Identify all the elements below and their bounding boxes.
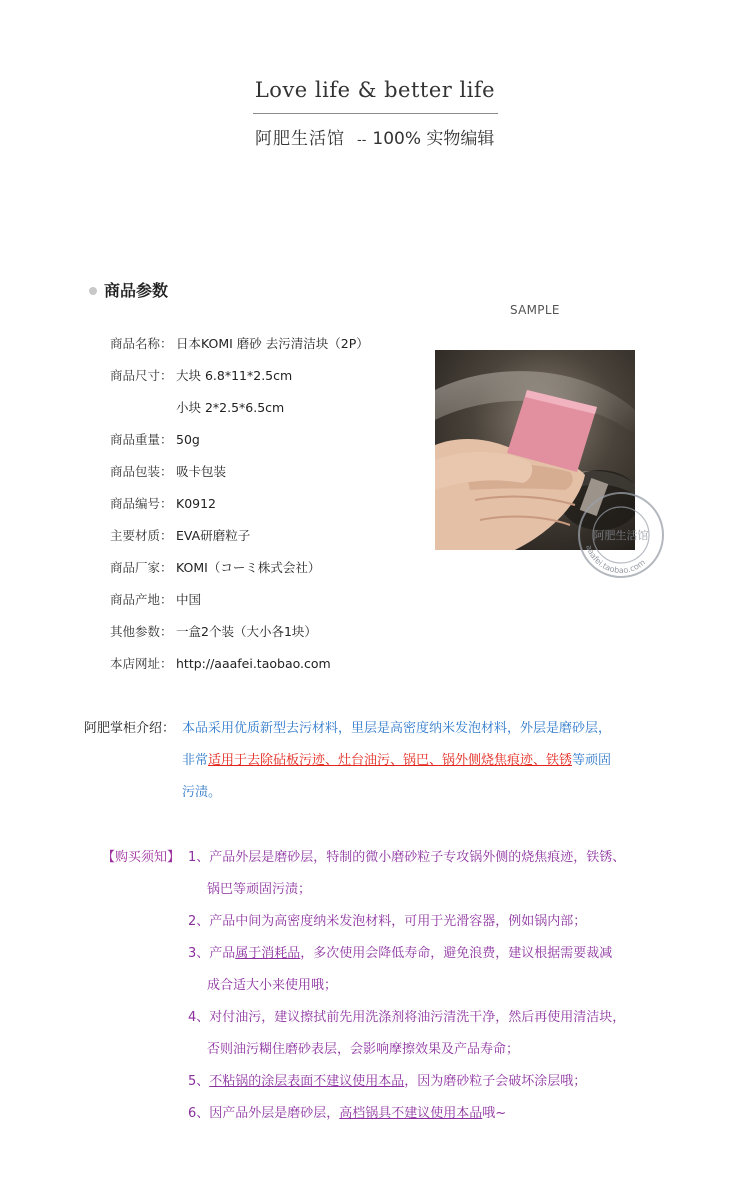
spec-label: 主要材质： bbox=[110, 528, 173, 543]
notice-item-3 bbox=[188, 942, 612, 961]
spec-label: 商品尺寸： bbox=[110, 368, 173, 383]
spec-label: 商品名称： bbox=[110, 336, 173, 351]
section-heading: 商品参数 bbox=[104, 281, 169, 300]
notice-item-4: 4、对付油污，建议擦拭前先用洗涤剂将油污清洗干净，然后再使用清洁块， bbox=[188, 1010, 626, 1025]
spec-label: 商品重量： bbox=[110, 432, 173, 447]
notice-item-6 bbox=[188, 1102, 506, 1121]
intro-line-1: 本品采用优质新型去污材料，里层是高密度纳米发泡材料，外层是磨砂层， bbox=[182, 721, 612, 736]
notice-text: ，因为磨砂粒子会破坏涂层哦； bbox=[404, 1074, 587, 1089]
spec-row bbox=[110, 366, 292, 384]
spec-label: 商品厂家： bbox=[110, 560, 173, 575]
watermark-stamp bbox=[573, 489, 669, 581]
banner-title: Love life & better life bbox=[254, 78, 496, 102]
notice-item-3-cont: 成合适大小来使用哦； bbox=[207, 978, 338, 993]
spec-value: 中国 bbox=[176, 592, 202, 607]
notice-underlined: 高档锅具不建议使用本品 bbox=[339, 1106, 483, 1121]
notice-item-1-cont: 锅巴等顽固污渍； bbox=[207, 882, 312, 897]
spec-row bbox=[110, 558, 320, 576]
spec-label: 商品产地： bbox=[110, 592, 173, 607]
spec-row bbox=[110, 526, 250, 544]
notice-underlined: 不粘锅的涂层表面不建议使用本品 bbox=[209, 1074, 405, 1089]
spec-value: 日本KOMI 磨砂 去污清洁块（2P） bbox=[176, 336, 369, 351]
intro-text: 非常 bbox=[182, 753, 209, 768]
banner-tagline: 100% 实物编辑 bbox=[372, 129, 495, 149]
notice-text: 哦~ bbox=[482, 1106, 507, 1121]
notice-label: 【购买须知】 bbox=[102, 850, 181, 865]
notice-item-4-cont: 否则油污糊住磨砂表层，会影响摩擦效果及产品寿命； bbox=[207, 1042, 520, 1057]
intro-highlight: 适用于去除砧板污迹、灶台油污、锅巴、锅外侧烧焦痕迹、铁锈 bbox=[208, 753, 573, 768]
notice-text: 6、因产品外层是磨砂层， bbox=[188, 1106, 340, 1121]
spec-value: 吸卡包装 bbox=[176, 464, 227, 479]
spec-value: 小块 2*2.5*6.5cm bbox=[176, 400, 285, 415]
sample-label: SAMPLE bbox=[510, 303, 560, 317]
spec-value: EVA研磨粒子 bbox=[176, 528, 251, 543]
spec-row bbox=[110, 622, 317, 640]
spec-row bbox=[110, 398, 284, 416]
stamp-url-text: aaafei.taobao.com bbox=[584, 543, 648, 576]
spec-row bbox=[110, 494, 216, 512]
banner-divider bbox=[253, 113, 498, 114]
spec-value: 50g bbox=[176, 432, 200, 447]
spec-label: 本店网址： bbox=[110, 656, 173, 671]
spec-row bbox=[110, 590, 201, 608]
intro-line-3: 污渍。 bbox=[182, 785, 222, 800]
spec-row bbox=[110, 334, 369, 352]
notice-text: 3、产品 bbox=[188, 946, 236, 961]
notice-text: 5、 bbox=[188, 1074, 210, 1089]
spec-row bbox=[110, 654, 331, 672]
spec-label: 商品编号： bbox=[110, 496, 173, 511]
notice-underlined: 属于消耗品 bbox=[235, 946, 301, 961]
notice-text: ，多次使用会降低寿命，避免浪费，建议根据需要裁减 bbox=[300, 946, 613, 961]
spec-value: KOMI（コーミ株式会社） bbox=[176, 560, 321, 575]
spec-row bbox=[110, 430, 200, 448]
bullet-dot-icon bbox=[89, 287, 97, 295]
store-url[interactable]: http://aaafei.taobao.com bbox=[176, 656, 331, 671]
banner-subtitle bbox=[255, 124, 494, 149]
spec-value: 大块 6.8*11*2.5cm bbox=[176, 368, 293, 383]
shop-name: 阿肥生活馆 bbox=[255, 129, 345, 149]
intro-line-2 bbox=[182, 749, 611, 768]
stamp-inner-text: 阿肥生活馆 bbox=[593, 529, 649, 542]
intro-label: 阿肥掌柜介绍： bbox=[84, 721, 176, 736]
spec-value: K0912 bbox=[176, 496, 217, 511]
notice-item-5 bbox=[188, 1070, 586, 1089]
notice-item-2: 2、产品中间为高密度纳米发泡材料，可用于光滑容器，例如锅内部； bbox=[188, 914, 587, 929]
intro-text: 等顽固 bbox=[572, 753, 612, 768]
spec-value: 一盒2个装（大小各1块） bbox=[176, 624, 317, 639]
banner-dots: -- bbox=[357, 133, 367, 148]
spec-label: 商品包装： bbox=[110, 464, 173, 479]
spec-row bbox=[110, 462, 226, 480]
spec-label: 其他参数： bbox=[110, 624, 173, 639]
notice-item-1: 1、产品外层是磨砂层，特制的微小磨砂粒子专攻锅外侧的烧焦痕迹，铁锈、 bbox=[188, 850, 626, 865]
